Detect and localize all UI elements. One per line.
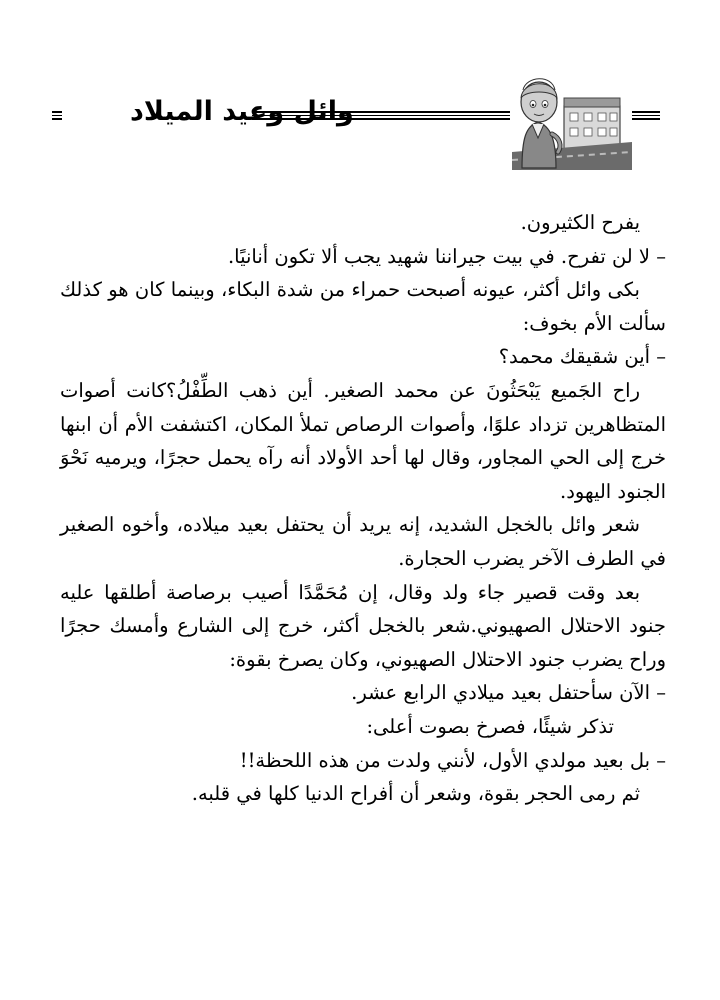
dialogue-line: – لا لن تفرح. في بيت جيراننا شهيد يجب ألا تكون أنانيًا. [227,244,666,268]
paragraph: بعد وقت قصير جاء ولد وقال، إن مُحَمَّدًا أصيب برصاصة أطلقها عليه جنود الاحتلال الصهيوني.شعر بالخجل أكثر، خرج إلى الشارع وأمسك حجرًا وراح يضرب جنود الاحتلال الصهيوني، وكان يصرخ بقوة: [60,580,666,671]
chapter-title: وائل وعيد الميلاد [130,96,354,127]
paragraph: ثم رمى الحجر بقوة، وشعر أن أفراح الدنيا كلها في قلبه. [191,782,640,806]
paragraph: شعر وائل بالخجل الشديد، إنه يريد أن يحتفل بعيد ميلاده، وأخوه الصغير في الطرف الآخر يضرب الحجارة. [60,513,666,570]
paragraph: يفرح الكثيرون. [520,211,640,234]
chapter-header [52,68,660,170]
dialogue-line: – أين شقيقك محمد؟ [498,345,666,369]
header-rule-right [632,111,660,120]
boy-with-building-illustration [512,68,632,170]
dialogue-line: – بل بعيد مولدي الأول، لأنني ولدت من هذه اللحظة!! [239,748,666,772]
header-rule-middle [252,111,510,120]
paragraph: تذكر شيئًا، فصرخ بصوت أعلى: [366,714,614,738]
header-rule-left [52,111,62,120]
dialogue-line: – الآن سأحتفل بعيد ميلادي الرابع عشر. [351,681,666,705]
story-body [60,206,666,811]
paragraph: راح الجَميع يَبْحَثُونَ عن محمد الصغير. أين ذهب الطِّفْلُ؟كانت أصوات المتظاهرين تزداد علوًا، وأصوات الرصاص تملأ المكان، اكتشفت الأم أن ابنها خرج إلى الحي المجاور، وقال لها أحد الأولاد أنه رآه يحمل حجرًا، ويرميه نَحْوَ الجنود اليهود. [60,378,666,503]
paragraph: بكى وائل أكثر، عيونه أصبحت حمراء من شدة البكاء، وبينما كان هو كذلك سألت الأم بخوف: [60,278,666,335]
